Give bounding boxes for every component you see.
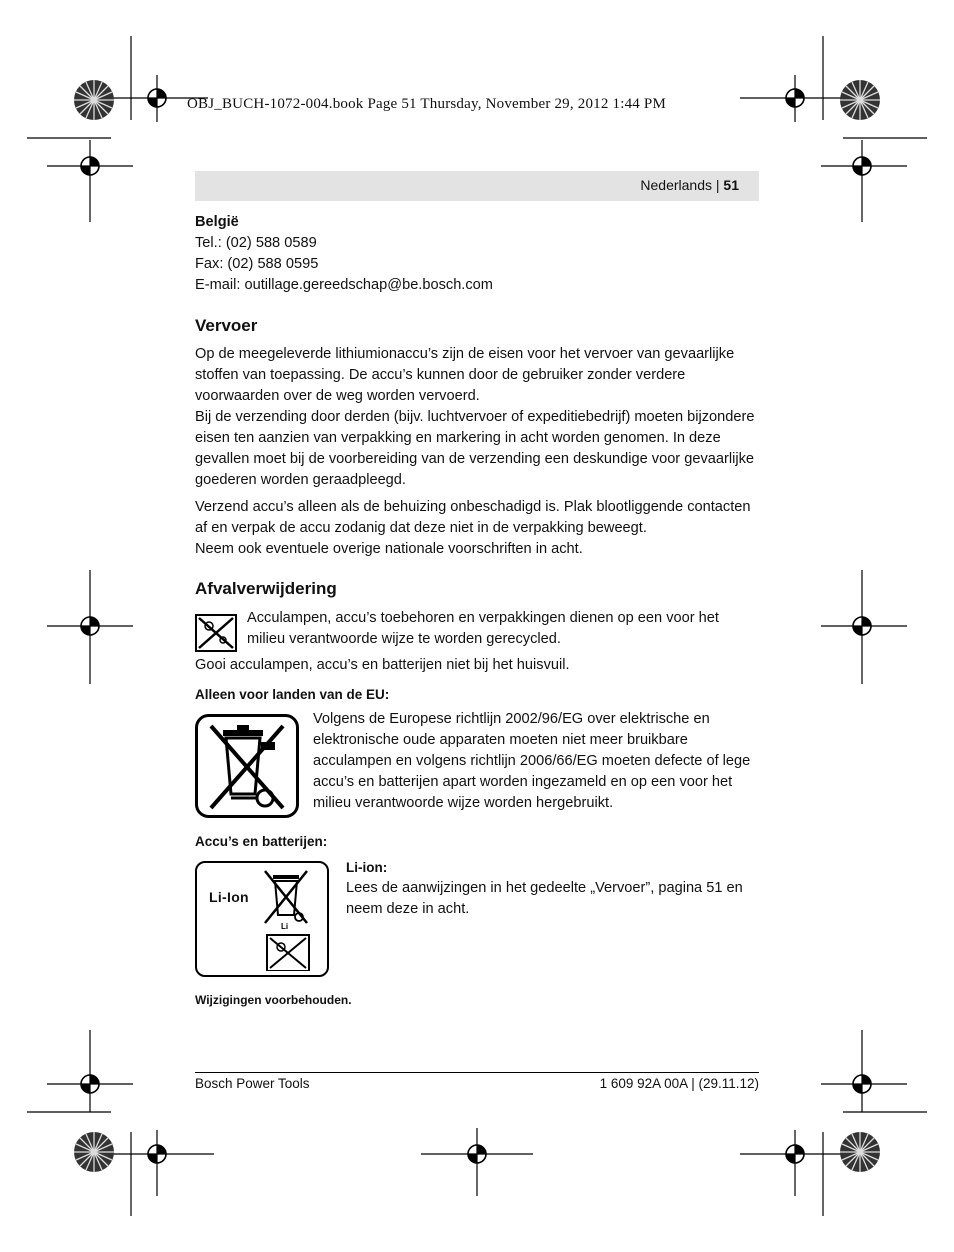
transport-section — [195, 344, 759, 560]
eu-text: Volgens de Europese richtlijn 2002/96/EG over elektrische en elektronische oude apparaten moeten niet meer bruikbare acculampen en volgens richtlijn 2006/66/EG moeten defecte of lege accu’s en batterijen apart worden ingezameld en op een voor het milieu verantwoorde wijze worden hergebruikt. — [313, 711, 751, 811]
footer-divider — [195, 1072, 759, 1073]
registration-starburst-icon — [74, 1132, 114, 1172]
changes-note: Wijzigingen voorbehouden. — [195, 993, 352, 1007]
contact-block — [195, 212, 759, 296]
contact-country: België — [195, 214, 239, 230]
liion-symbol — [195, 861, 329, 977]
disposal-heading: Afvalverwijdering — [195, 579, 337, 598]
liion-bin-label: Li — [281, 922, 289, 931]
contact-email: E-mail: outillage.gereedschap@be.bosch.com — [195, 277, 493, 293]
transport-paragraph: Verzend accu’s alleen als de behuizing onbeschadigd is. Plak blootliggende contacten af en verpak de accu zodanig dat deze niet in de verpakking beweegt. — [195, 499, 751, 536]
footer-document-id: 1 609 92A 00A | (29.11.12) — [599, 1076, 759, 1091]
registration-starburst-icon — [840, 80, 880, 120]
transport-heading: Vervoer — [195, 316, 258, 335]
household-note: Gooi acculampen, accu’s en batterijen niet bij het huisvuil. — [195, 657, 570, 673]
page-number: 51 — [723, 177, 739, 193]
registration-starburst-icon — [840, 1132, 880, 1172]
contact-tel: Tel.: (02) 588 0589 — [195, 235, 317, 251]
page-header — [195, 171, 759, 201]
transport-paragraph: Neem ook eventuele overige nationale voorschriften in acht. — [195, 541, 583, 557]
transport-paragraph: Op de meegeleverde lithiumionaccu’s zijn de eisen voor het vervoer van gevaarlijke stoffen van toepassing. De accu’s kunnen door de gebruiker zonder verdere voorwaarden over de weg worden vervoerd. — [195, 346, 735, 404]
header-language: Nederlands | — [640, 177, 724, 193]
weee-bin-icon — [195, 714, 299, 818]
registration-starburst-icon — [74, 80, 114, 120]
eu-heading: Alleen voor landen van de EU: — [195, 687, 390, 702]
contact-fax: Fax: (02) 588 0595 — [195, 256, 319, 272]
batteries-heading: Accu’s en batterijen: — [195, 834, 328, 849]
liion-text: Lees de aanwijzingen in het gedeelte „Vervoer”, pagina 51 en neem deze in acht. — [346, 880, 743, 917]
liion-label: Li-Ion — [209, 889, 249, 905]
recycle-text: Acculampen, accu’s toebehoren en verpakkingen dienen op een voor het milieu verantwoorde wijze te worden gerecycled. — [247, 610, 719, 647]
print-info-line: OBJ_BUCH-1072-004.book Page 51 Thursday, November 29, 2012 1:44 PM — [187, 96, 667, 112]
liion-heading: Li-ion: — [346, 860, 388, 875]
liion-block — [346, 857, 759, 920]
recycling-icon — [195, 614, 237, 652]
transport-paragraph: Bij de verzending door derden (bijv. luchtvervoer of expeditiebedrijf) moeten bijzondere eisen ten aanzien van verpakking en markering in acht worden genomen. In deze gevallen moet bij de voorbereiding van de verzending een deskundige voor gevaarlijke goederen worden geraadpleegd. — [195, 409, 755, 488]
liion-bin-icon — [261, 867, 327, 971]
footer-brand: Bosch Power Tools — [195, 1076, 310, 1091]
